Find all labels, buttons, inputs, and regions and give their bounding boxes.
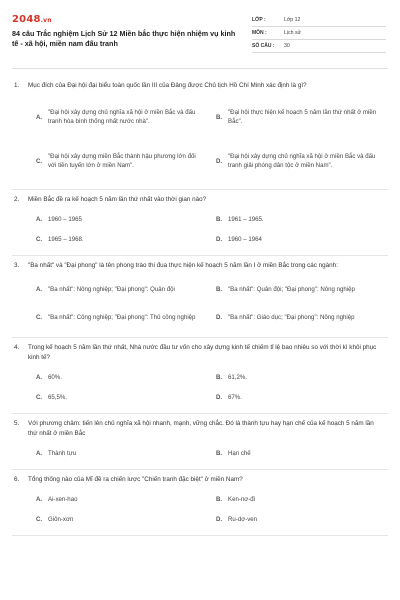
site-logo[interactable]: 2048.vn <box>12 14 52 25</box>
option-text: "Ba nhất": Nông nghiệp; "Đại phong": Quân đội <box>48 285 175 293</box>
header-divider <box>12 68 388 69</box>
question-1 <box>12 76 388 190</box>
meta-value: 30 <box>284 43 290 49</box>
option-text: 60%. <box>48 373 62 381</box>
option-letter: A. <box>36 285 43 293</box>
option-c[interactable] <box>36 387 208 407</box>
option-letter: C. <box>36 313 43 321</box>
option-d[interactable] <box>216 139 388 183</box>
question-text: Tổng thống nào của Mĩ đề ra chiến lược "Chiến tranh đặc biệt" ở miền Nam? <box>28 476 243 483</box>
option-c[interactable] <box>36 509 208 529</box>
option-text: Ken-nơ-đi <box>228 495 256 503</box>
option-letter: B. <box>216 215 223 223</box>
meta-value: Lớp 12 <box>284 17 301 23</box>
option-text: 61,2%. <box>228 373 247 381</box>
answer-options <box>12 485 388 531</box>
option-a[interactable] <box>36 95 208 139</box>
option-b[interactable] <box>216 275 388 303</box>
question-stem <box>12 81 388 91</box>
meta-row-class <box>252 14 386 27</box>
option-text: 65,5%. <box>48 393 67 401</box>
option-text: "Đại hội thực hiện kế hoạch 5 năm lần thứ nhất ở miền Bắc". <box>228 109 377 125</box>
option-a[interactable] <box>36 443 208 463</box>
option-letter: C. <box>36 157 43 165</box>
question-stem <box>12 261 388 271</box>
document-title: 84 câu Trắc nghiệm Lịch Sử 12 Miền bắc thực hiện nhiệm vụ kinh tế - xã hội, miền nam đấu tranh <box>12 29 236 48</box>
option-text: "Ba nhất": Giáo dục; "Đại phong": Nông nghiệp <box>228 313 355 321</box>
option-letter: A. <box>36 113 43 121</box>
option-letter: B. <box>216 113 223 121</box>
page-header <box>12 14 388 62</box>
option-letter: D. <box>216 313 223 321</box>
option-b[interactable] <box>216 367 388 387</box>
option-c[interactable] <box>36 139 208 183</box>
question-text: Trong kế hoạch 5 năm lần thứ nhất, Nhà nước đầu tư vốn cho xây dựng kinh tế chiếm tỉ lệ bao nhiêu so với thời kì khôi phục kinh tế? <box>28 344 377 361</box>
option-text: "Ba nhất": Công nghiệp; "Đại phong": Thủ công nghiệp <box>48 313 196 321</box>
question-list <box>12 76 388 536</box>
question-stem <box>12 419 388 439</box>
question-number: 2. <box>14 196 20 203</box>
option-d[interactable] <box>216 229 388 249</box>
option-c[interactable] <box>36 229 208 249</box>
meta-label: SỐ CÂU : <box>252 43 275 49</box>
option-c[interactable] <box>36 303 208 331</box>
answer-options <box>12 363 388 409</box>
option-text: Hạn chế <box>228 449 251 457</box>
option-d[interactable] <box>216 387 388 407</box>
option-a[interactable] <box>36 489 208 509</box>
question-stem <box>12 195 388 205</box>
option-letter: D. <box>216 393 223 401</box>
question-5 <box>12 414 388 470</box>
option-text: Ru-dơ-ven <box>228 515 258 523</box>
meta-value: Lịch sử <box>284 30 302 36</box>
option-letter: B. <box>216 285 223 293</box>
option-letter: A. <box>36 373 43 381</box>
answer-options <box>12 205 388 251</box>
option-b[interactable] <box>216 489 388 509</box>
option-text: "Đại hội xây dựng miền Bắc thành hậu phương lớn đối với tiền tuyến lớn ở miền Nam". <box>48 153 196 169</box>
question-stem <box>12 475 388 485</box>
option-letter: A. <box>36 215 43 223</box>
option-b[interactable] <box>216 95 388 139</box>
option-d[interactable] <box>216 509 388 529</box>
meta-label: MÔN : <box>252 30 267 36</box>
answer-options <box>12 271 388 333</box>
option-letter: A. <box>36 449 43 457</box>
option-letter: C. <box>36 515 43 523</box>
question-4 <box>12 338 388 414</box>
option-letter: D. <box>216 157 223 165</box>
question-text: "Ba nhất" và "Đại phong" là tên phong trào thi đua thực hiện kế hoạch 5 năm lần I ở miền Bắc trong các ngành: <box>28 262 338 269</box>
option-text: 1961 – 1965. <box>228 215 264 223</box>
option-text: "Đại hội xây dựng chủ nghĩa xã hội ở miền Bắc và đấu tranh hòa bình thống nhất nước nhà". <box>48 109 196 125</box>
option-a[interactable] <box>36 209 208 229</box>
question-6 <box>12 470 388 536</box>
option-text: 67%. <box>228 393 242 401</box>
option-letter: C. <box>36 235 43 243</box>
meta-row-count <box>252 40 386 53</box>
question-text: Miền Bắc đề ra kế hoạch 5 năm lần thứ nhất vào thời gian nào? <box>28 196 207 203</box>
question-3 <box>12 256 388 338</box>
question-stem <box>12 343 388 363</box>
option-a[interactable] <box>36 275 208 303</box>
option-letter: B. <box>216 495 223 503</box>
question-2 <box>12 190 388 256</box>
option-text: "Đại hội xây dựng chủ nghĩa xã hội ở miền Bắc và đấu tranh giải phóng dân tộc ở miền Nam". <box>228 153 376 169</box>
question-number: 4. <box>14 344 20 351</box>
option-text: Ai-xen-hao <box>48 495 78 503</box>
option-b[interactable] <box>216 209 388 229</box>
option-letter: A. <box>36 495 43 503</box>
option-letter: C. <box>36 393 43 401</box>
question-number: 1. <box>14 82 20 89</box>
question-number: 5. <box>14 420 20 427</box>
question-number: 3. <box>14 262 20 269</box>
option-letter: B. <box>216 373 223 381</box>
option-text: Giôn-xơn <box>48 515 74 523</box>
option-text: "Ba nhất": Quân đội; "Đại phong": Nông nghiệp <box>228 285 355 293</box>
option-b[interactable] <box>216 443 388 463</box>
option-d[interactable] <box>216 303 388 331</box>
meta-label: LỚP : <box>252 17 266 23</box>
question-text: Mục đích của Đại hội đại biểu toàn quốc lần III của Đảng được Chủ tịch Hồ Chí Minh xác định là gì? <box>28 82 307 89</box>
option-text: 1960 – 1964 <box>228 235 262 243</box>
answer-options <box>12 91 388 185</box>
document-meta <box>252 14 386 53</box>
question-number: 6. <box>14 476 20 483</box>
answer-options <box>12 439 388 465</box>
question-text: Với phương châm: tiến lên chủ nghĩa xã hội nhanh, mạnh, vững chắc. Đó là thành tựu hay hạn chế của kế hoạch 5 năm lần thứ nhất ở miền Bắc <box>28 420 374 437</box>
option-text: Thành tựu <box>48 449 77 457</box>
option-letter: D. <box>216 515 223 523</box>
option-a[interactable] <box>36 367 208 387</box>
option-letter: B. <box>216 449 223 457</box>
option-text: 1965 – 1968. <box>48 235 84 243</box>
option-text: 1960 – 1965 <box>48 215 82 223</box>
meta-row-subject <box>252 27 386 40</box>
option-letter: D. <box>216 235 223 243</box>
